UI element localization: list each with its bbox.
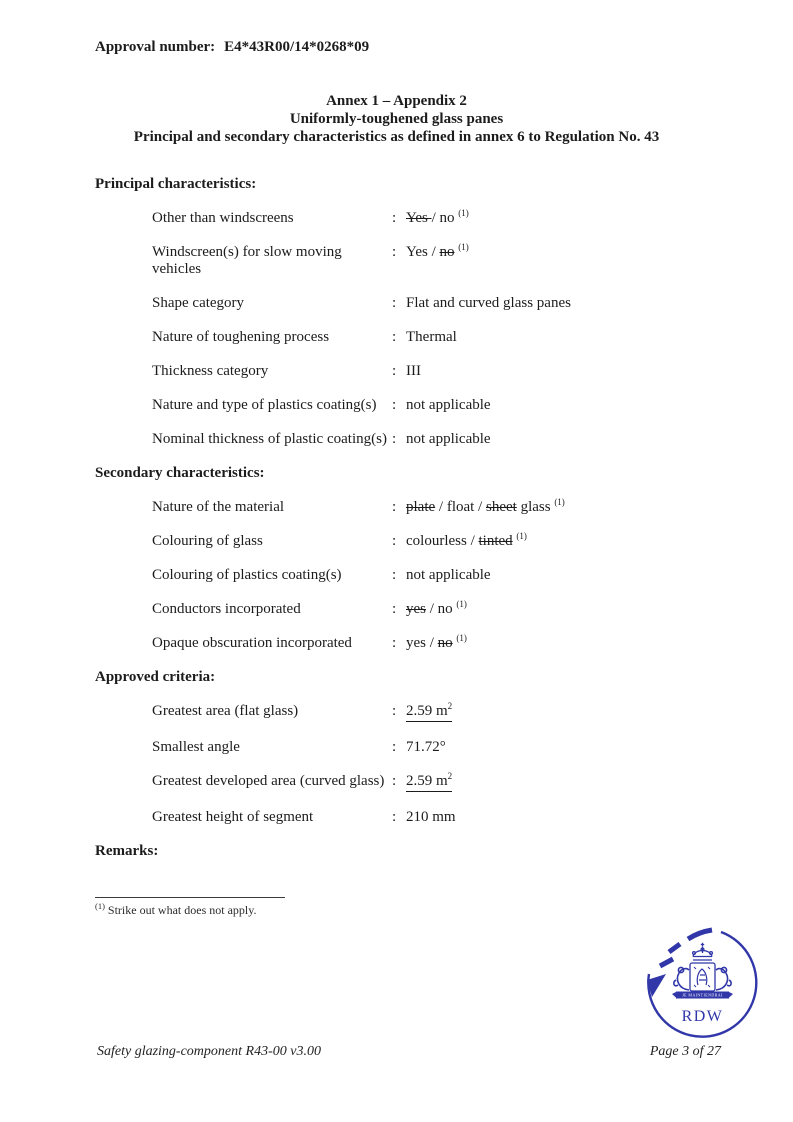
characteristic-row	[152, 567, 720, 584]
characteristic-label: Smallest angle	[152, 739, 240, 755]
approval-number-value: E4*43R00/14*0268*09	[224, 39, 370, 55]
characteristic-row	[152, 703, 720, 722]
section-heading: Secondary characteristics:	[95, 465, 265, 481]
value-text: Thermal	[406, 329, 457, 345]
approval-number-label: Approval number:	[95, 39, 216, 55]
value-text: (1)	[458, 242, 469, 252]
characteristic-value	[406, 329, 720, 346]
characteristic-label: Opaque obscuration incorporated	[152, 635, 352, 651]
value-text: III	[406, 363, 421, 379]
characteristic-separator: :	[392, 363, 397, 379]
value-text: 2	[447, 701, 453, 711]
characteristic-label: Nature and type of plastics coating(s)	[152, 397, 377, 413]
characteristic-row	[152, 601, 720, 618]
characteristic-separator: :	[392, 533, 397, 549]
characteristic-separator: :	[392, 601, 397, 617]
characteristic-separator: :	[392, 329, 397, 345]
stamp-motto: JE MAINTIENDRAI	[682, 992, 723, 998]
footer-doc-reference: Safety glazing-component R43-00 v3.00	[97, 1044, 321, 1059]
value-text: colourless /	[406, 533, 479, 549]
characteristic-label: Greatest height of segment	[152, 809, 314, 825]
value-text: 210 mm	[406, 809, 456, 825]
value-text: glass	[516, 499, 555, 515]
section-heading: Remarks:	[95, 843, 159, 859]
characteristic-value	[406, 210, 720, 227]
footnote	[95, 897, 793, 918]
characteristic-row	[152, 329, 720, 346]
value-text: not applicable	[406, 431, 491, 447]
value-text: Yes /	[406, 244, 440, 260]
characteristic-separator: :	[392, 809, 397, 825]
section-heading: Approved criteria:	[95, 669, 216, 685]
value-text: yes /	[406, 635, 438, 651]
crown-icon	[693, 943, 713, 960]
characteristic-row	[152, 431, 720, 448]
characteristic-row	[152, 635, 720, 652]
characteristic-label: Nominal thickness of plastic coating(s)	[152, 431, 387, 447]
title-block	[0, 92, 793, 146]
rdw-stamp	[645, 925, 758, 1039]
approval-number-line	[0, 0, 793, 56]
value-text: 71.72°	[406, 739, 446, 755]
characteristic-row	[152, 397, 720, 414]
characteristic-separator: :	[392, 739, 397, 755]
characteristic-row	[152, 295, 720, 312]
characteristic-label: Windscreen(s) for slow moving vehicles	[152, 244, 342, 277]
underlined-value	[406, 703, 452, 722]
section-heading: Principal characteristics:	[95, 176, 257, 192]
stamp-swoosh-dash	[688, 930, 712, 939]
characteristic-label: Colouring of glass	[152, 533, 263, 549]
lion-supporter-left	[674, 967, 689, 990]
characteristic-label: Conductors incorporated	[152, 601, 301, 617]
characteristic-row	[152, 499, 720, 516]
footnote-text	[95, 903, 793, 918]
characteristic-value	[406, 567, 720, 584]
characteristic-value	[406, 533, 720, 550]
footnote-marker: (1)	[95, 901, 105, 911]
value-text: not applicable	[406, 567, 491, 583]
characteristic-value	[406, 363, 720, 380]
title-line-annex: Annex 1 – Appendix 2	[326, 93, 467, 109]
value-text: not applicable	[406, 397, 491, 413]
characteristic-row	[152, 809, 720, 826]
rdw-stamp-graphic	[645, 925, 758, 1039]
characteristic-value	[406, 809, 720, 826]
characteristic-separator: :	[392, 210, 397, 226]
characteristic-label: Nature of the material	[152, 499, 285, 515]
value-text: (1)	[458, 208, 469, 218]
struck-out-option: yes	[406, 601, 426, 617]
footnote-rule	[95, 897, 285, 898]
value-text: (1)	[516, 531, 527, 541]
value-text: 2.59 m	[406, 773, 448, 789]
characteristic-label: Nature of toughening process	[152, 329, 330, 345]
characteristic-separator: :	[392, 635, 397, 651]
title-line-subject: Uniformly-toughened glass panes	[289, 111, 504, 127]
characteristic-separator: :	[392, 499, 397, 515]
characteristic-row	[152, 210, 720, 227]
title-line-description: Principal and secondary characteristics as defined in annex 6 to Regulation No. 43	[133, 129, 660, 145]
characteristic-separator: :	[392, 567, 397, 583]
characteristic-row	[152, 533, 720, 550]
characteristic-value	[406, 244, 720, 261]
struck-out-option: tinted	[478, 533, 513, 549]
characteristic-separator: :	[392, 431, 397, 447]
value-text: (1)	[456, 599, 467, 609]
value-text: 2	[447, 771, 453, 781]
characteristic-label: Thickness category	[152, 363, 269, 379]
stamp-swoosh-dash	[669, 944, 680, 952]
lion-supporter-right	[716, 967, 731, 990]
characteristic-separator: :	[392, 397, 397, 413]
struck-out-option: sheet	[485, 499, 517, 515]
characteristic-label: Other than windscreens	[152, 210, 294, 226]
value-text: (1)	[554, 497, 565, 507]
characteristic-value	[406, 601, 720, 618]
underlined-value	[406, 773, 452, 792]
shield-icon	[690, 963, 715, 991]
characteristic-separator: :	[392, 295, 397, 311]
value-text: / no	[426, 601, 457, 617]
characteristics-sections	[95, 176, 720, 860]
characteristic-value	[406, 773, 720, 792]
characteristic-value	[406, 635, 720, 652]
characteristic-separator: :	[392, 773, 397, 789]
characteristic-value	[406, 499, 720, 516]
characteristic-label: Greatest developed area (curved glass)	[152, 773, 385, 789]
value-text: (1)	[456, 633, 467, 643]
characteristic-value	[406, 703, 720, 722]
characteristic-value	[406, 397, 720, 414]
motto-banner	[672, 992, 733, 999]
struck-out-option: no	[439, 244, 455, 260]
characteristic-row	[152, 773, 720, 792]
characteristic-label: Shape category	[152, 295, 245, 311]
value-text: / float /	[435, 499, 486, 515]
footnote-body: Strike out what does not apply.	[107, 903, 257, 917]
characteristic-row	[152, 739, 720, 756]
stamp-org: RDW	[681, 1008, 724, 1025]
value-text: Flat and curved glass panes	[406, 295, 571, 311]
characteristic-row	[152, 363, 720, 380]
footer-page-number: Page 3 of 27	[649, 1044, 721, 1059]
value-text: / no	[431, 210, 459, 226]
characteristic-label: Colouring of plastics coating(s)	[152, 567, 342, 583]
characteristic-value	[406, 431, 720, 448]
characteristic-value	[406, 295, 720, 312]
struck-out-option: plate	[406, 499, 436, 515]
characteristic-value	[406, 739, 720, 756]
characteristic-label: Greatest area (flat glass)	[152, 703, 299, 719]
value-text: 2.59 m	[406, 703, 448, 719]
characteristic-row	[152, 244, 720, 278]
stamp-swoosh-dash	[660, 959, 673, 966]
struck-out-option: no	[437, 635, 453, 651]
characteristic-separator: :	[392, 244, 397, 260]
characteristic-separator: :	[392, 703, 397, 719]
page-footer	[97, 1044, 721, 1060]
struck-out-option: Yes	[406, 210, 432, 226]
